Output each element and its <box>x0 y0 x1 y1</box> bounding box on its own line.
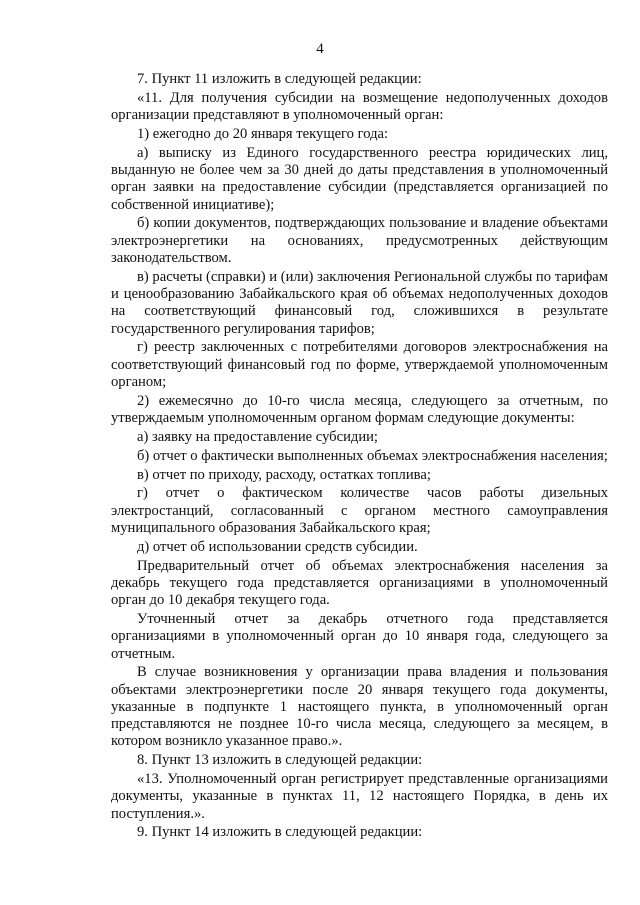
paragraph: г) реестр заключенных с потребителями договоров электроснабжения на соответствующий финансовый год по форме, утверждаемой уполномоченным органом; <box>111 339 608 391</box>
paragraph: г) отчет о фактическом количестве часов работы дизельных электростанций, согласованный с органом местного самоуправления муниципального образования Забайкальского края; <box>111 485 608 536</box>
paragraph: а) заявку на предоставление субсидии; <box>137 428 378 445</box>
paragraph: 8. Пункт 13 изложить в следующей редакции: <box>137 752 423 769</box>
paragraph: а) выписку из Единого государственного реестра юридических лиц, выданную не более чем за 30 дней до даты представления в уполномоченный орган заявки на предоставление субсидии (представляется организацией по собственной инициативе); <box>111 144 608 213</box>
paragraph: д) отчет об использовании средств субсидии. <box>137 538 418 555</box>
paragraph: б) копии документов, подтверждающих пользование и владение объектами электроэнергетики на основаниях, предусмотренных действующим законодательством. <box>111 215 608 266</box>
paragraph: 1) ежегодно до 20 января текущего года: <box>137 125 389 142</box>
page-number: 4 <box>316 41 324 57</box>
document-body <box>111 71 608 843</box>
paragraph: «11. Для получения субсидии на возмещение недополученных доходов организации представляют в уполномоченный орган: <box>111 89 608 124</box>
paragraph: в) расчеты (справки) и (или) заключения Региональной службы по тарифам и ценообразованию Забайкальского края об объемах недополученных доходов на соответствующий финансовый год, сложившихся в результате государственного регулирования тарифов; <box>111 268 608 337</box>
paragraph: Уточненный отчет за декабрь отчетного года представляется организациями в уполномоченный орган до 10 января года, следующего за отчетным. <box>111 610 608 662</box>
paragraph: Предварительный отчет об объемах электроснабжения населения за декабрь текущего года представляется организациями в уполномоченный орган до 10 декабря текущего года. <box>111 557 608 609</box>
paragraph: В случае возникновения у организации права владения и пользования объектами электроэнергетики после 20 января текущего года документы, указанные в подпункте 1 настоящего пункта, в уполномоченный орган представляются не позднее 10-го числа месяца, следующего за месяцем, в котором возникло указанное право.». <box>111 664 608 750</box>
paragraph: 2) ежемесячно до 10-го числа месяца, следующего за отчетным, по утверждаемым уполномоченным органом формам следующие документы: <box>111 392 608 427</box>
paragraph: 9. Пункт 14 изложить в следующей редакции: <box>137 824 423 841</box>
paragraph: 7. Пункт 11 изложить в следующей редакции: <box>137 71 422 87</box>
paragraph: б) отчет о фактически выполненных объемах электроснабжения населения; <box>137 447 608 464</box>
paragraph: в) отчет по приходу, расходу, остатках топлива; <box>137 466 431 483</box>
paragraph: «13. Уполномоченный орган регистрирует представленные организациями документы, указанные в пунктах 11, 12 настоящего Порядка, в день их поступления.». <box>111 771 608 822</box>
